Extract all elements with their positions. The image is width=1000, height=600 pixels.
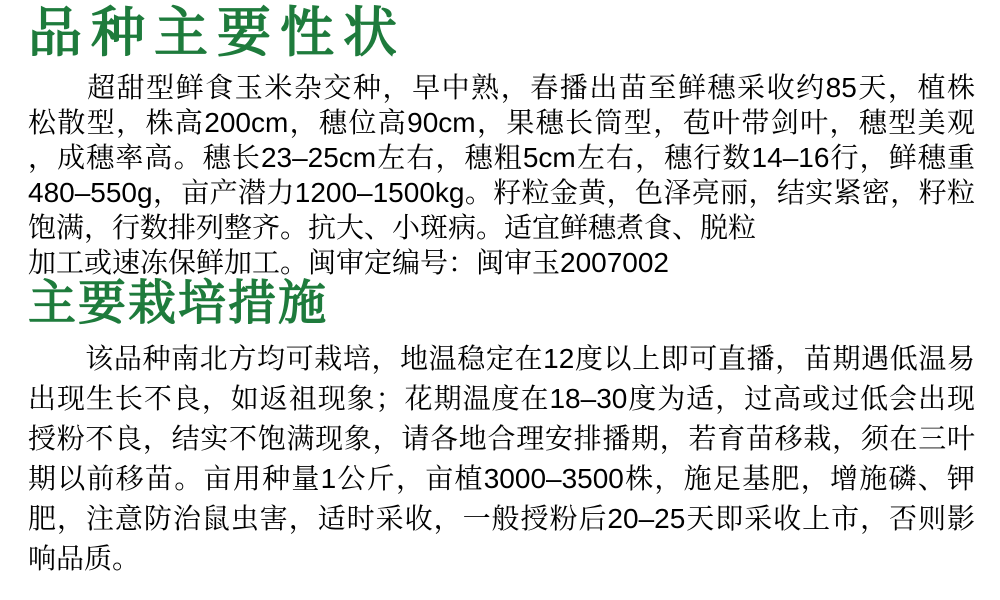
text-line: 480–550g，亩产潜力1200–1500kg。籽粒金黄，色泽亮丽，结实紧密，籽粒 bbox=[28, 177, 975, 208]
section-title-cultivation-measures: 主要栽培措施 bbox=[28, 277, 329, 330]
section-title-variety-traits: 品种主要性状 bbox=[28, 3, 406, 63]
cultivation-measures-paragraph bbox=[28, 339, 975, 579]
text-line: 饱满，行数排列整齐。抗大、小斑病。适宜鲜穗煮食、脱粒 bbox=[28, 212, 757, 243]
text-line: 加工或速冻保鲜加工。闽审定编号：闽审玉2007002 bbox=[28, 247, 670, 278]
text-line: 超甜型鲜食玉米杂交种，早中熟，春播出苗至鲜穗采收约85天，植株 bbox=[28, 72, 975, 103]
text-line: ，成穗率高。穗长23–25cm左右，穗粗5cm左右，穗行数14–16行，鲜穗重 bbox=[28, 142, 975, 173]
text-line: 响品质。 bbox=[28, 543, 141, 574]
text-line: 该品种南北方均可栽培，地温稳定在12度以上即可直播，苗期遇低温易 bbox=[28, 343, 975, 374]
text-line: 肥，注意防治鼠虫害，适时采收，一般授粉后20–25天即采收上市，否则影 bbox=[28, 503, 975, 534]
text-line: 期以前移苗。亩用种量1公斤，亩植3000–3500株，施足基肥，增施磷、钾 bbox=[28, 463, 975, 494]
text-line: 出现生长不良，如返祖现象；花期温度在18–30度为适，过高或过低会出现 bbox=[28, 383, 975, 414]
text-line: 授粉不良，结实不饱满现象，请各地合理安排播期，若育苗移栽，须在三叶 bbox=[28, 423, 975, 454]
variety-traits-paragraph bbox=[28, 70, 975, 280]
text-line: 松散型，株高200cm，穗位高90cm，果穗长筒型，苞叶带剑叶，穗型美观 bbox=[28, 107, 975, 138]
